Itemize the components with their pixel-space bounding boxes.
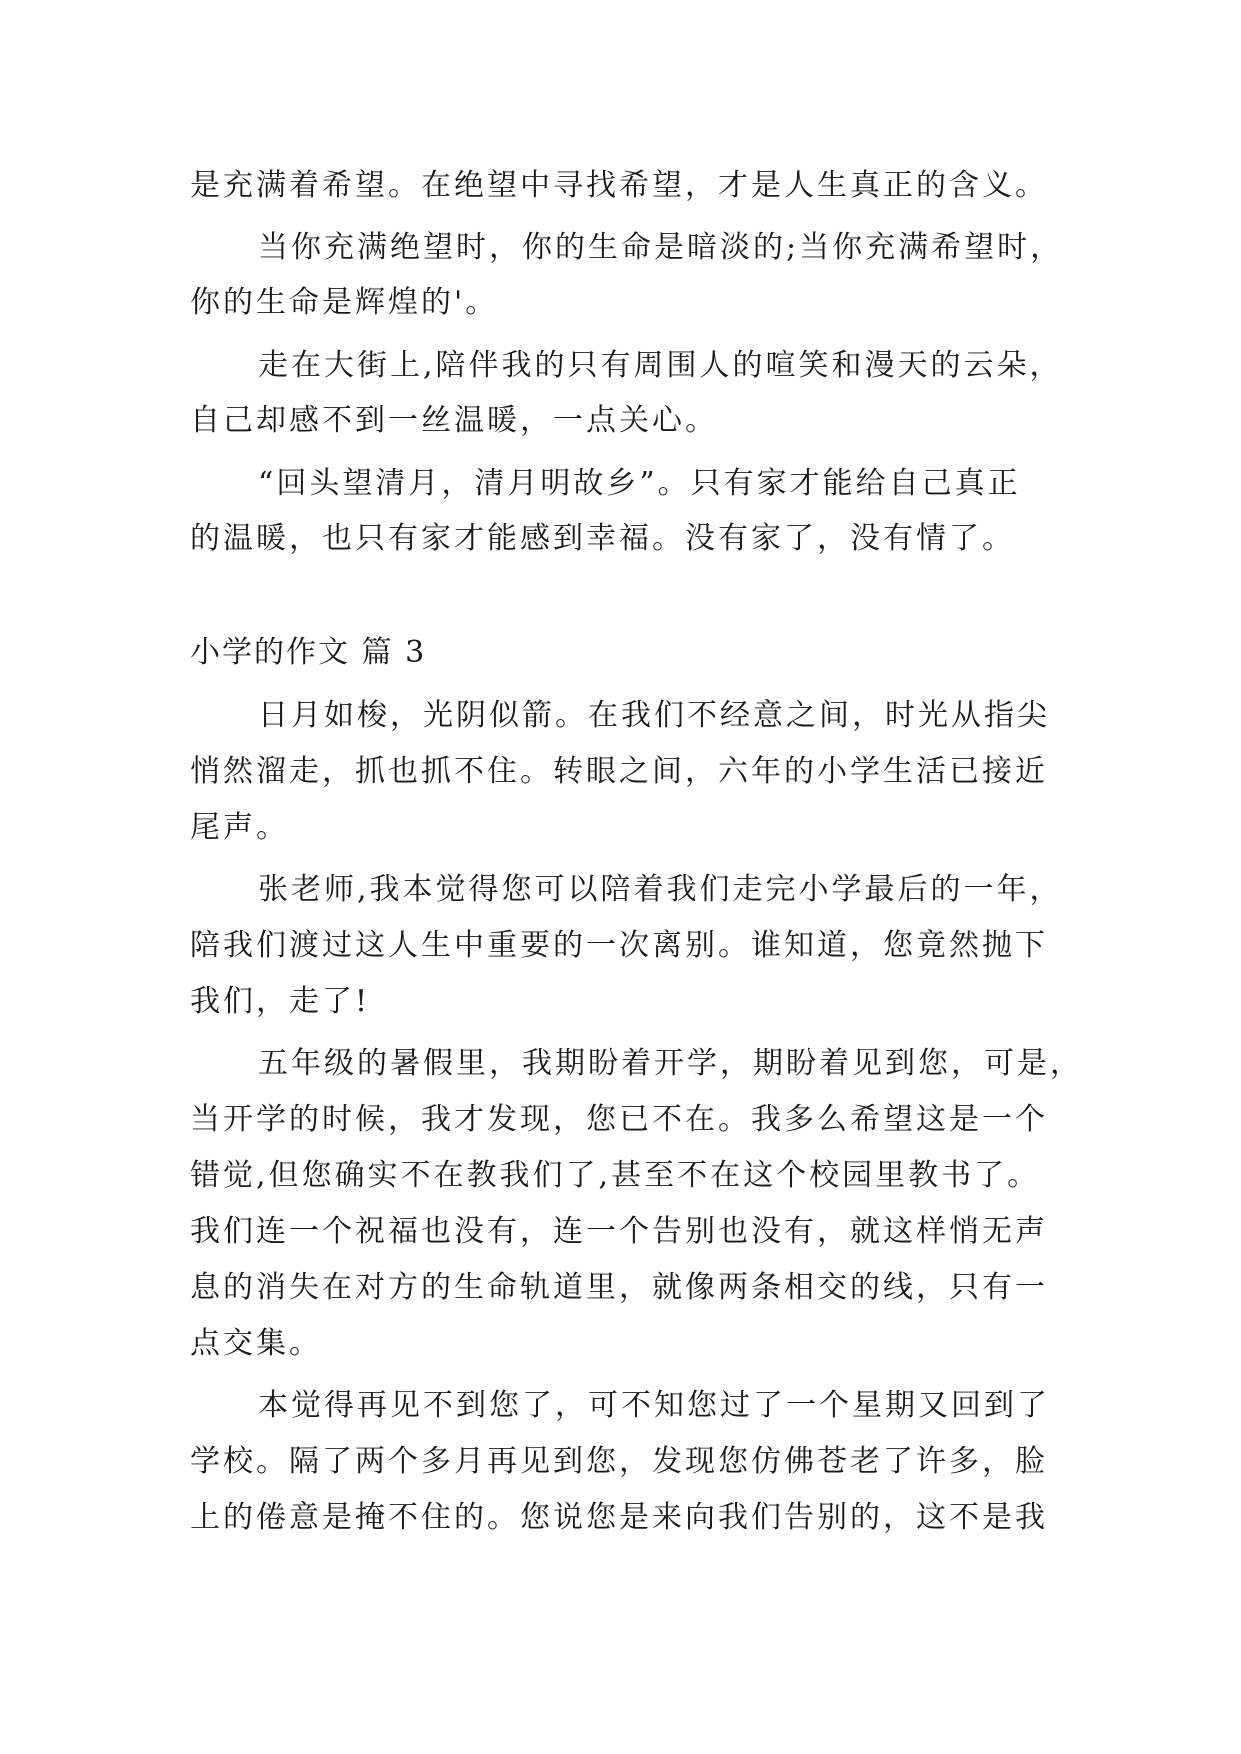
section-heading: 小学的作文 篇 3 — [190, 635, 427, 670]
paragraph-line: 的温暖，也只有家才能感到幸福。没有家了，没有情了。 — [190, 521, 1015, 556]
paragraph-line: 自己却感不到一丝温暖，一点关心。 — [190, 403, 718, 438]
paragraph-line: 上的倦意是掩不住的。您说您是来向我们告别的，这不是我 — [190, 1500, 1048, 1535]
paragraph-line: 我们，走了! — [190, 984, 371, 1019]
paragraph-line: 当你充满绝望时，你的生命是暗淡的;当你充满希望时， — [258, 230, 1064, 265]
paragraph-line: 尾声。 — [190, 810, 289, 845]
paragraph-line: 当开学的时候，我才发现，您已不在。我多么希望这是一个 — [190, 1102, 1048, 1137]
paragraph-line: 五年级的暑假里，我期盼着开学，期盼着见到您，可是， — [258, 1046, 1083, 1081]
paragraph-line: 你的生命是辉煌的'。 — [190, 285, 499, 320]
paragraph-line: 日月如梭，光阴似箭。在我们不经意之间，时光从指尖 — [258, 698, 1050, 733]
paragraph-line: 点交集。 — [190, 1326, 322, 1361]
paragraph-line: 错觉,但您确实不在教我们了,甚至不在这个校园里教书了。 — [190, 1158, 1041, 1193]
paragraph-line: 学校。隔了两个多月再见到您，发现您仿佛苍老了许多，脸 — [190, 1444, 1048, 1479]
paragraph-line: 悄然溜走，抓也抓不住。转眼之间，六年的小学生活已接近 — [190, 754, 1048, 789]
paragraph-line: 张老师,我本觉得您可以陪着我们走完小学最后的一年， — [258, 872, 1063, 907]
paragraph-line: 我们连一个祝福也没有，连一个告别也没有，就这样悄无声 — [190, 1214, 1048, 1249]
paragraph-line: 息的消失在对方的生命轨道里，就像两条相交的线，只有一 — [190, 1270, 1048, 1305]
paragraph-line: 陪我们渡过这人生中重要的一次离别。谁知道，您竟然抛下 — [190, 928, 1048, 963]
paragraph-line: 本觉得再见不到您了，可不知您过了一个星期又回到了 — [258, 1388, 1050, 1423]
paragraph-line: 是充满着希望。在绝望中寻找希望，才是人生真正的含义。 — [190, 168, 1048, 203]
paragraph-line: 走在大街上,陪伴我的只有周围人的喧笑和漫天的云朵， — [258, 348, 1063, 383]
paragraph-line: “回头望清月，清月明故乡”。只有家才能给自己真正 — [258, 466, 1021, 501]
